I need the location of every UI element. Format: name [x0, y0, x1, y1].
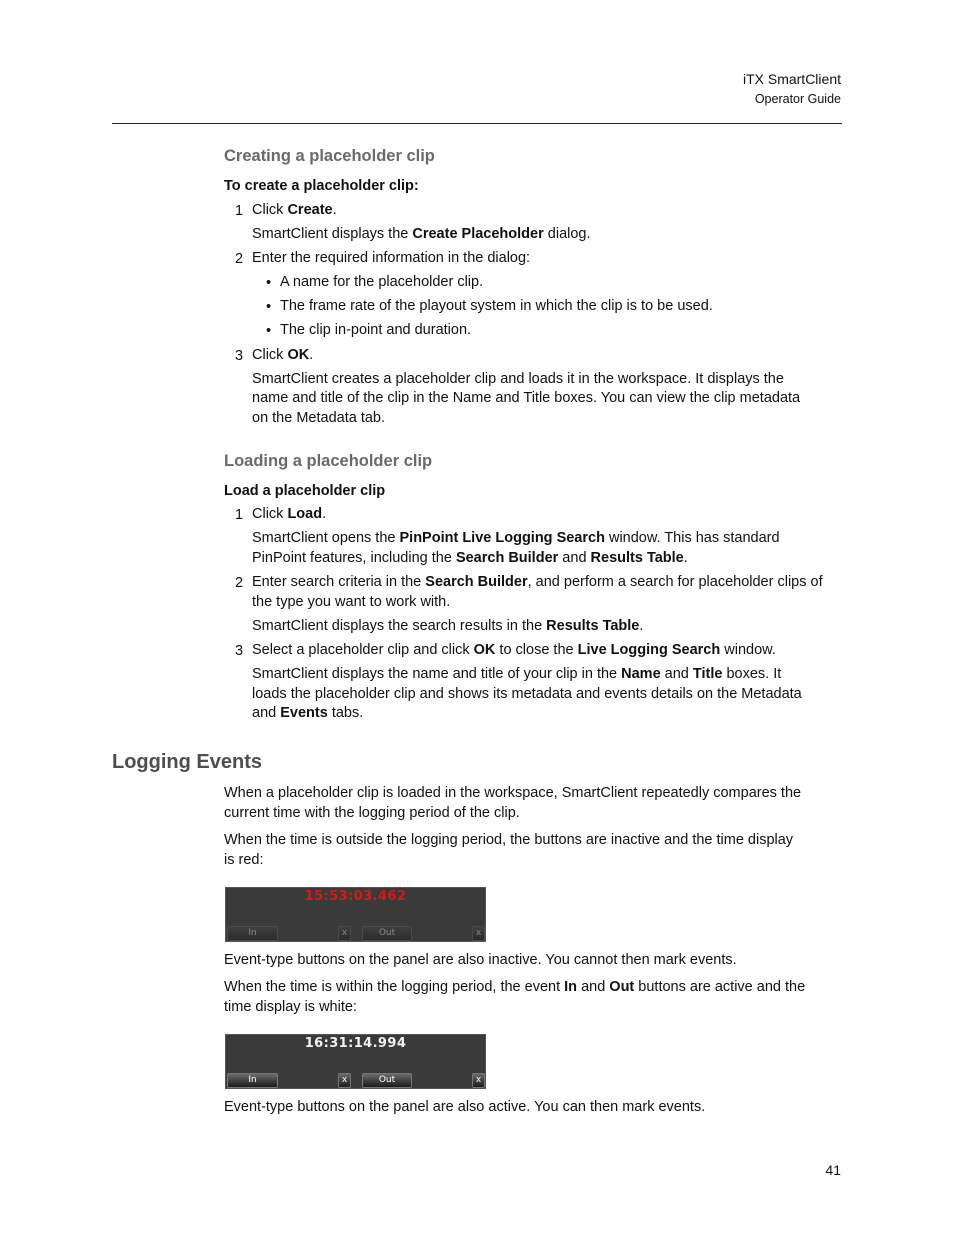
step-text: Click Load.: [252, 506, 327, 522]
header-document-subtitle: Operator Guide: [754, 92, 841, 106]
step-result: SmartClient displays the search results in the Results Table.: [252, 618, 644, 634]
section-heading-logging-events: Logging Events: [112, 751, 262, 773]
bullet-item: The clip in-point and duration.: [280, 322, 472, 338]
clear-in-button-active[interactable]: x: [338, 1073, 351, 1088]
step-number: 2: [235, 575, 244, 591]
step-result-line: name and title of the clip in the Name and Title boxes. You can view the clip metadata: [252, 390, 801, 406]
page-number: 41: [825, 1162, 841, 1178]
bullet-item: The frame rate of the playout system in which the clip is to be used.: [280, 298, 713, 314]
step-result-line: on the Metadata tab.: [252, 410, 386, 426]
in-button-inactive: In: [227, 926, 278, 941]
step-text: Enter the required information in the dialog:: [252, 250, 531, 266]
paragraph-line: When the time is within the logging period, the event In and Out buttons are active and the: [224, 979, 806, 995]
paragraph: Event-type buttons on the panel are also active. You can then mark events.: [224, 1099, 706, 1115]
procedure-title-create: To create a placeholder clip:: [224, 178, 419, 194]
out-button-inactive: Out: [362, 926, 412, 941]
logging-panel-inactive: [225, 887, 486, 942]
step-number: 1: [235, 203, 244, 219]
step-result-line: loads the placeholder clip and shows its metadata and events details on the Metadata: [252, 686, 802, 702]
clear-in-button-inactive: x: [338, 926, 351, 941]
step-result-line: SmartClient displays the name and title of your clip in the Name and Title boxes. It: [252, 666, 782, 682]
step-result-line: and Events tabs.: [252, 705, 364, 721]
paragraph-line: When a placeholder clip is loaded in the workspace, SmartClient repeatedly compares the: [224, 785, 802, 801]
step-result-line: PinPoint features, including the Search Builder and Results Table.: [252, 550, 688, 566]
section-heading-creating: Creating a placeholder clip: [224, 147, 435, 165]
step-number: 3: [235, 643, 244, 659]
procedure-title-load: Load a placeholder clip: [224, 483, 386, 499]
step-number: 2: [235, 251, 244, 267]
paragraph-line: is red:: [224, 852, 264, 868]
step-number: 3: [235, 348, 244, 364]
step-text: Click Create.: [252, 202, 337, 218]
paragraph-line: current time with the logging period of the clip.: [224, 805, 520, 821]
clear-out-button-inactive: x: [472, 926, 485, 941]
step-result-line: SmartClient creates a placeholder clip and loads it in the workspace. It displays the: [252, 371, 784, 387]
bullet-item: A name for the placeholder clip.: [280, 274, 484, 290]
bullet-icon: •: [266, 275, 272, 291]
out-button-active[interactable]: Out: [362, 1073, 412, 1088]
paragraph-line: When the time is outside the logging period, the buttons are inactive and the time display: [224, 832, 794, 848]
step-text: Click OK.: [252, 347, 314, 363]
bullet-icon: •: [266, 299, 272, 315]
clear-out-button-active[interactable]: x: [472, 1073, 485, 1088]
paragraph-line: time display is white:: [224, 999, 357, 1015]
step-text: Enter search criteria in the Search Builder, and perform a search for placeholder clips of: [252, 574, 823, 590]
step-text: Select a placeholder clip and click OK to close the Live Logging Search window.: [252, 642, 776, 658]
step-number: 1: [235, 507, 244, 523]
step-result-line: SmartClient opens the PinPoint Live Logging Search window. This has standard: [252, 530, 780, 546]
time-display-white: 16:31:14.994: [304, 1036, 407, 1051]
step-text-line: the type you want to work with.: [252, 594, 451, 610]
header-product-name: iTX SmartClient: [742, 71, 841, 87]
step-result: SmartClient displays the Create Placeholder dialog.: [252, 226, 591, 242]
header-divider: [112, 123, 842, 124]
bullet-icon: •: [266, 323, 272, 339]
in-button-active[interactable]: In: [227, 1073, 278, 1088]
time-display-red: 15:53:03.462: [304, 889, 407, 904]
paragraph: Event-type buttons on the panel are also inactive. You cannot then mark events.: [224, 952, 737, 968]
section-heading-loading: Loading a placeholder clip: [224, 452, 433, 470]
logging-panel-active: [225, 1034, 486, 1089]
